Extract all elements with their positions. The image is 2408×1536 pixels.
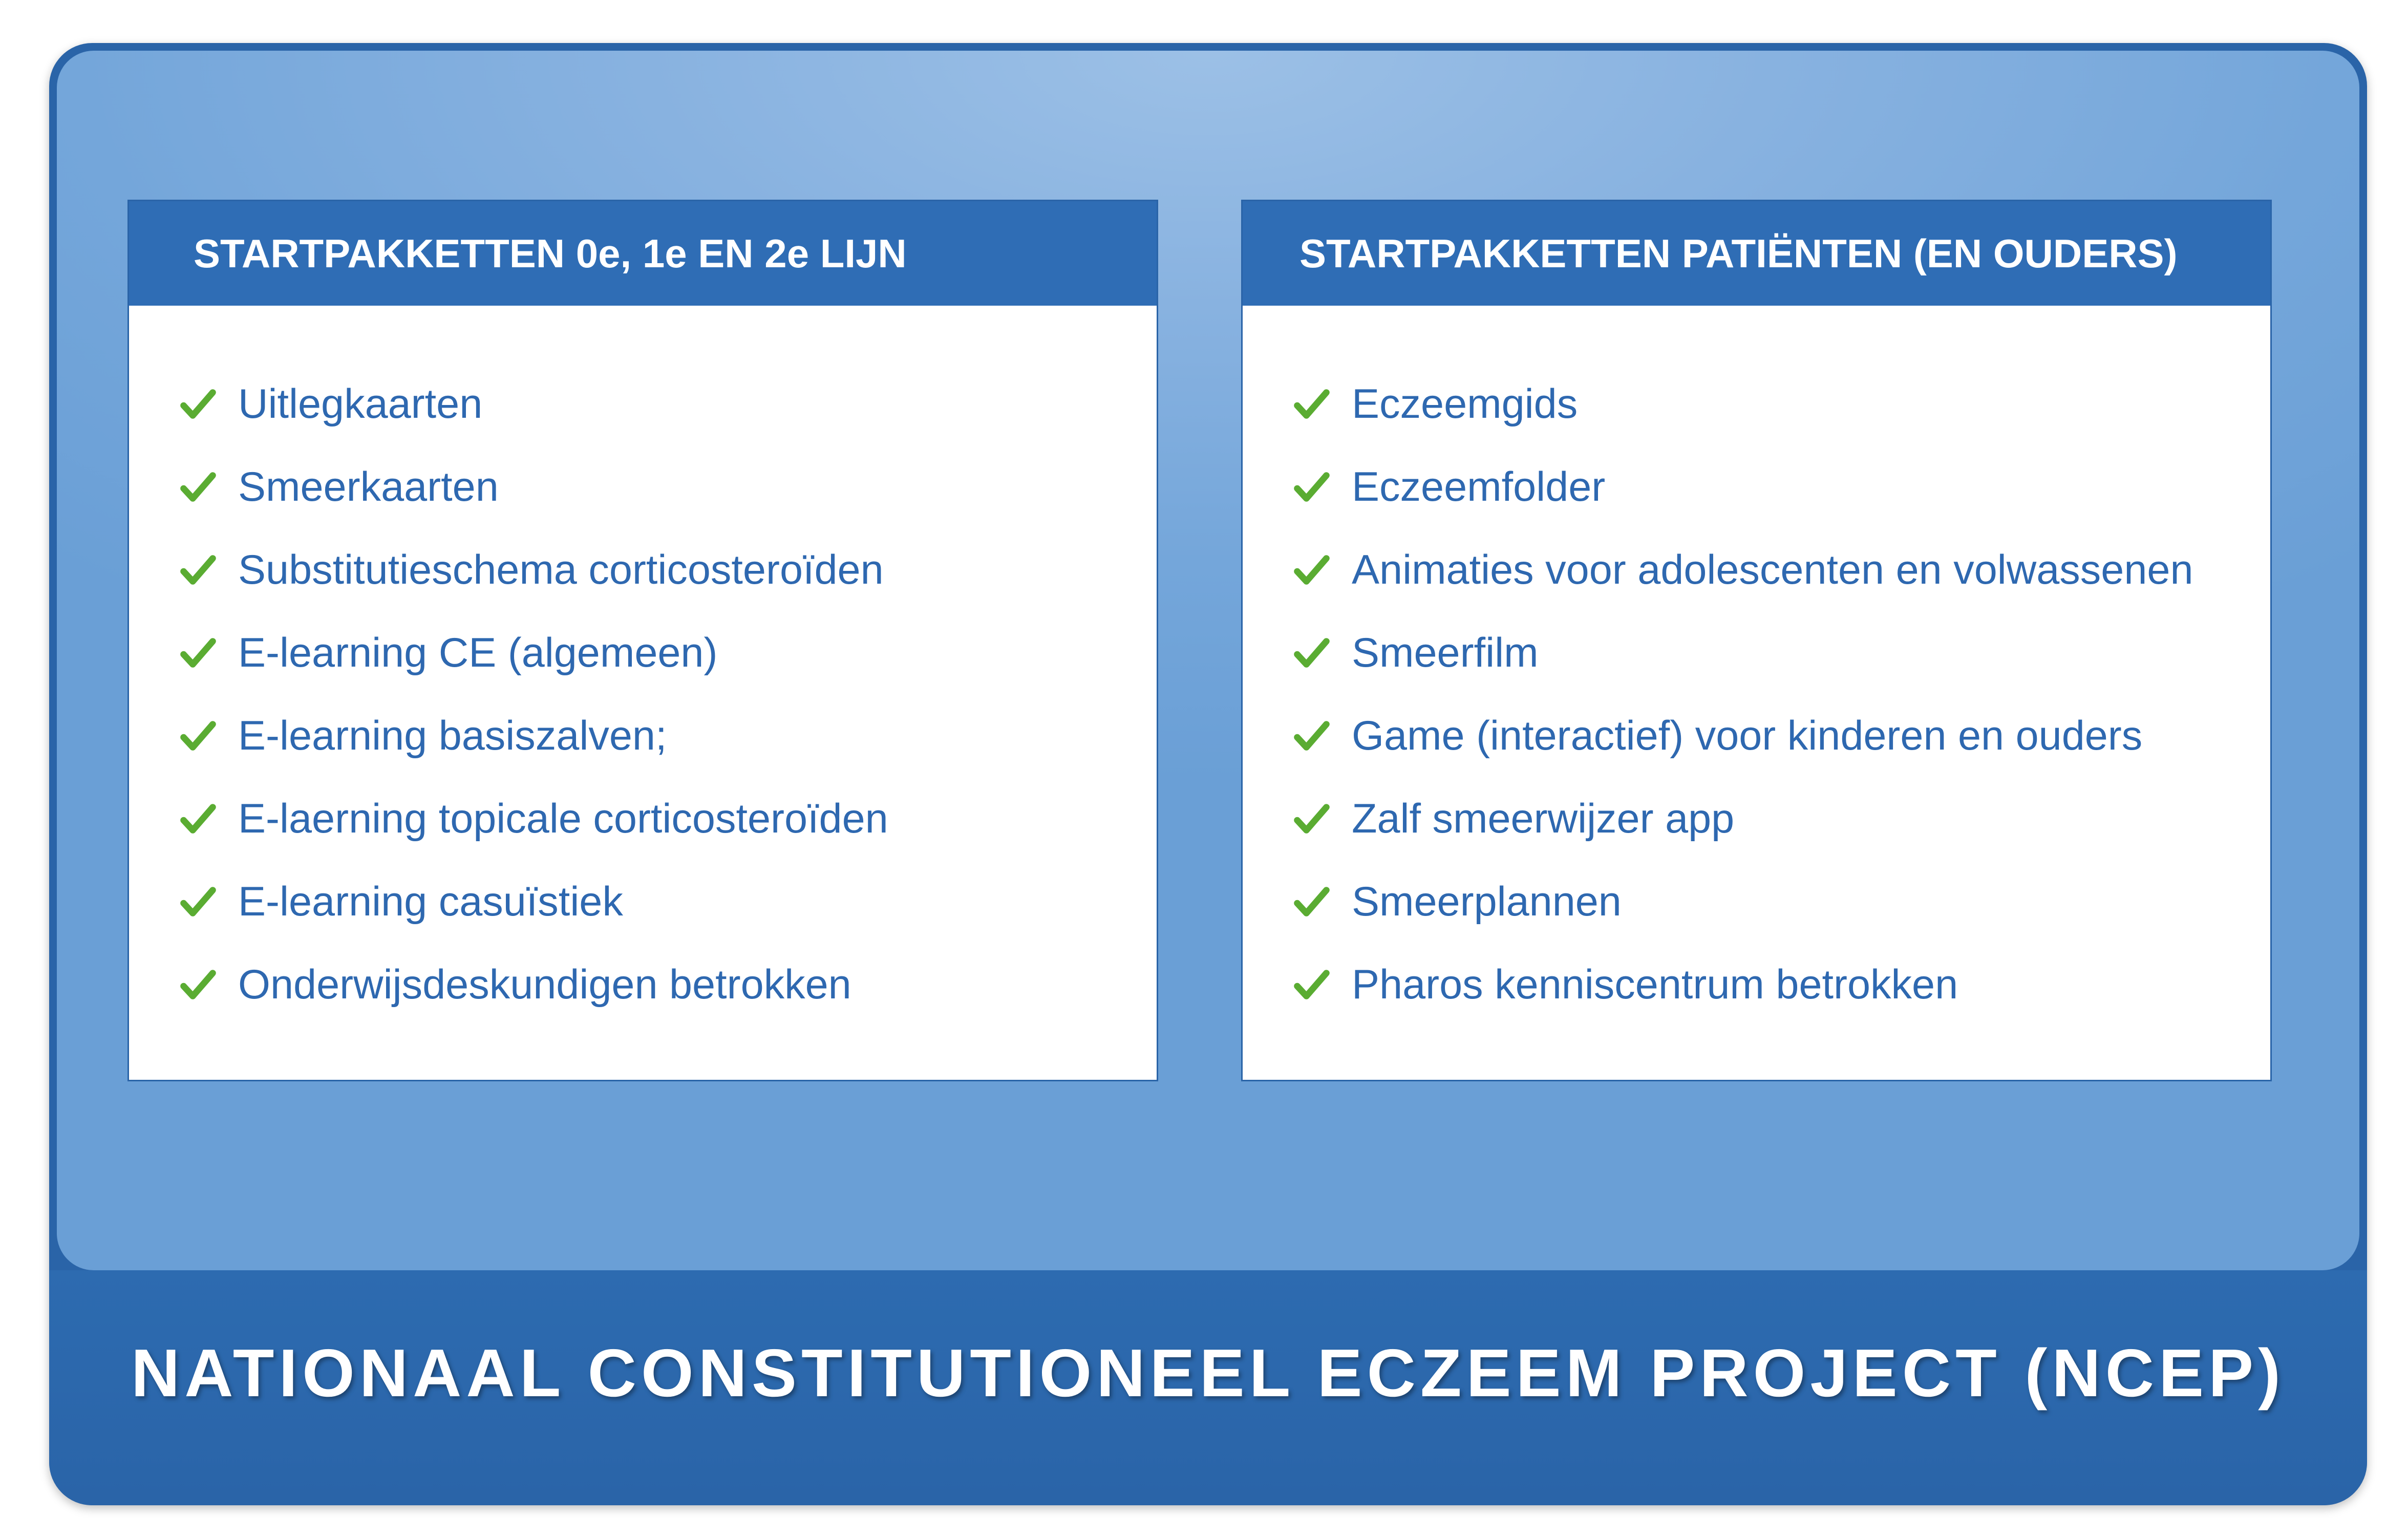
item-label: Onderwijsdeskundigen betrokken (238, 961, 851, 1008)
list-item (129, 611, 1157, 694)
item-label: Eczeemfolder (1352, 463, 1606, 510)
check-icon (180, 717, 217, 754)
item-label: Pharos kenniscentrum betrokken (1352, 961, 1958, 1008)
left-box-title: STARTPAKKETTEN 0e, 1e EN 2e LIJN (129, 201, 1157, 306)
check-icon (1293, 717, 1330, 754)
check-icon (1293, 386, 1330, 422)
item-label: Substitutieschema corticosteroïden (238, 546, 884, 593)
list-item (129, 943, 1157, 1026)
project-title: NATIONAAL CONSTITUTIONEEL ECZEEM PROJECT (NCEP) (131, 1335, 2286, 1411)
left-box (127, 200, 1158, 1081)
item-label: Zalf smeerwijzer app (1352, 795, 1735, 842)
check-icon (180, 966, 217, 1003)
list-item (1243, 860, 2270, 943)
list-item (1243, 777, 2270, 860)
list-item (1243, 943, 2270, 1026)
check-icon (180, 386, 217, 422)
check-icon (180, 551, 217, 588)
list-item (129, 694, 1157, 777)
list-item (129, 362, 1157, 445)
list-item (1243, 445, 2270, 528)
item-label: Smeerkaarten (238, 463, 499, 510)
list-item (129, 445, 1157, 528)
item-label: Uitlegkaarten (238, 380, 483, 427)
check-icon (1293, 800, 1330, 837)
check-icon (180, 468, 217, 505)
right-item-list (1243, 306, 2270, 1026)
check-icon (1293, 966, 1330, 1003)
check-icon (1293, 883, 1330, 920)
check-icon (1293, 468, 1330, 505)
list-item (129, 528, 1157, 611)
item-label: E-learning CE (algemeen) (238, 629, 718, 676)
check-icon (1293, 551, 1330, 588)
list-item (1243, 528, 2270, 611)
list-item (129, 777, 1157, 860)
check-icon (180, 800, 217, 837)
item-label: Animaties voor adolescenten en volwassenen (1352, 546, 2193, 593)
item-label: Smeerfilm (1352, 629, 1539, 676)
item-label: Eczeemgids (1352, 380, 1578, 427)
item-label: E-learning casuïstiek (238, 878, 623, 925)
right-box (1241, 200, 2272, 1081)
item-label: E-learning basiszalven; (238, 712, 667, 759)
list-item (1243, 362, 2270, 445)
left-item-list (129, 306, 1157, 1026)
list-item (129, 860, 1157, 943)
check-icon (1293, 634, 1330, 671)
list-item (1243, 611, 2270, 694)
check-icon (180, 634, 217, 671)
item-label: Game (interactief) voor kinderen en ouders (1352, 712, 2143, 759)
list-item (1243, 694, 2270, 777)
check-icon (180, 883, 217, 920)
right-box-title: STARTPAKKETTEN PATIËNTEN (EN OUDERS) (1243, 201, 2270, 306)
item-label: E-laerning topicale corticosteroïden (238, 795, 888, 842)
item-label: Smeerplannen (1352, 878, 1622, 925)
